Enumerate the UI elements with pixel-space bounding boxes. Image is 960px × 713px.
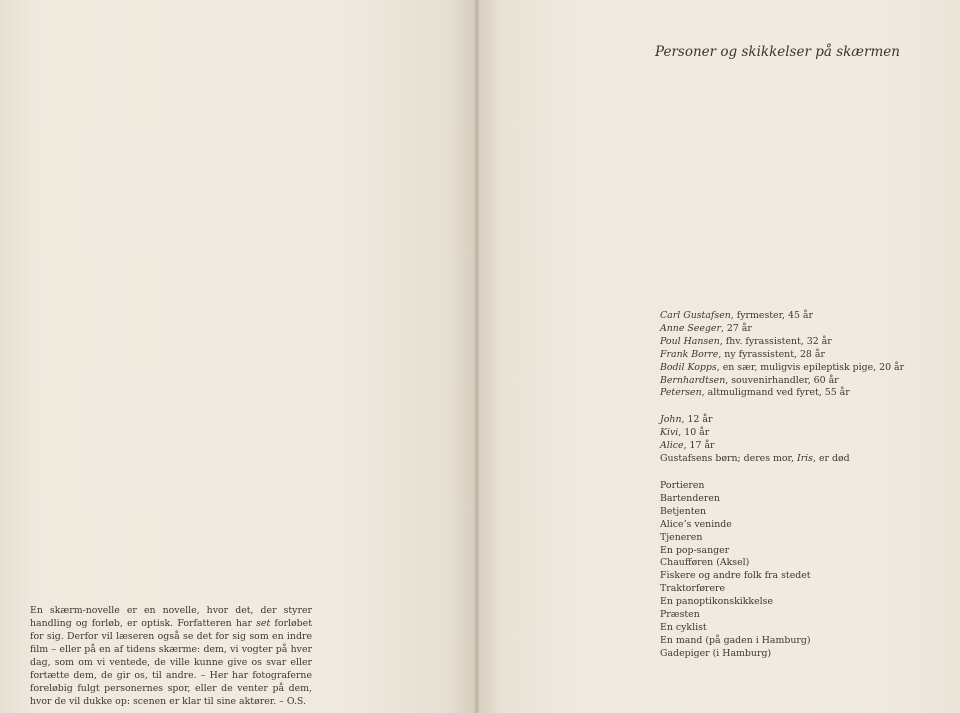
cast-desc: , fhv. fyrassistent, 32 år <box>719 335 832 347</box>
cast-item: En cyklist <box>660 621 707 633</box>
cast-item: Chaufføren (Aksel) <box>660 557 750 569</box>
page-title: Personer og skikkelser på skærmen <box>655 44 900 60</box>
cast-desc: , ny fyrassistent, 28 år <box>718 348 825 360</box>
cast-adults <box>660 310 940 400</box>
cast-name: Anne Seeger <box>660 322 721 334</box>
cast-desc: , 12 år <box>681 414 713 426</box>
cast-item: Bartenderen <box>660 492 720 504</box>
cast-name: Alice <box>660 440 684 452</box>
children-note <box>660 453 940 466</box>
cast-name: Petersen <box>660 387 702 399</box>
intro-paragraph <box>30 605 312 708</box>
cast-item <box>660 310 940 323</box>
cast-name: Poul Hansen <box>660 335 720 347</box>
cast-item <box>660 375 940 388</box>
cast-item <box>660 323 940 336</box>
cast-name: Carl Gustafsen <box>660 310 731 321</box>
cast-item: En pop-sanger <box>660 544 730 556</box>
cast-name: Bodil Kopps <box>660 361 717 373</box>
cast-name: Kivi <box>660 427 679 439</box>
cast-item: Portieren <box>660 479 705 491</box>
cast-item: En mand (på gaden i Hamburg) <box>660 634 811 646</box>
cast-children <box>660 414 940 466</box>
cast-others <box>660 480 940 661</box>
cast-item: Betjenten <box>660 505 707 517</box>
note-before: Gustafsens børn; deres mor, <box>660 453 797 465</box>
cast-item <box>660 362 940 375</box>
intro-emphasis: set <box>256 618 271 630</box>
cast-desc: , souvenirhandler, 60 år <box>725 374 839 386</box>
cast-desc: , 27 år <box>720 322 752 334</box>
cast-item <box>660 387 940 400</box>
cast-item <box>660 349 940 362</box>
left-page <box>0 0 476 713</box>
cast-desc: , 10 år <box>678 427 710 439</box>
cast-desc: , en sær, muligvis epileptisk pige, 20 år <box>716 361 905 373</box>
cast-desc: , 17 år <box>683 440 715 452</box>
cast-name: Frank Borre <box>660 348 719 360</box>
cast-item: Fiskere og andre folk fra stedet <box>660 570 811 582</box>
intro-text-1: En skærm-novelle er en novelle, hvor det, der styrer handling og forløb, er optisk. Forfatteren har <box>30 605 312 630</box>
cast-item <box>660 336 940 349</box>
cast-item: En panoptikonskikkelse <box>660 596 774 608</box>
note-after: , er død <box>812 453 850 465</box>
cast-item: Gadepiger (i Hamburg) <box>660 647 772 659</box>
cast-list <box>660 310 940 675</box>
cast-item <box>660 427 940 440</box>
intro-text-2: forløbet for sig. Derfor vil læseren også se det for sig som en indre film – eller på en af tidens skærme: dem, vi vogter på hver dag, som om vi ventede, de ville kunne give os svar eller fortætte dem, de gir os, til andre. – Her har fotograferne foreløbig fulgt personernes spor, eller de venter på dem, hvor de vil dukke op: scenen er klar til sine aktører. – O.S. <box>30 618 312 707</box>
cast-item: Præsten <box>660 609 700 621</box>
cast-item <box>660 440 940 453</box>
cast-item: Traktorførere <box>660 583 726 595</box>
cast-name: John <box>660 414 682 426</box>
note-name: Iris <box>796 453 813 465</box>
cast-item <box>660 414 940 427</box>
cast-item: Alice’s veninde <box>660 518 732 530</box>
cast-desc: , fyrmester, 45 år <box>730 310 813 321</box>
cast-item: Tjeneren <box>660 531 703 543</box>
cast-desc: , altmuligmand ved fyret, 55 år <box>701 387 850 399</box>
cast-name: Bernhardtsen <box>660 374 726 386</box>
